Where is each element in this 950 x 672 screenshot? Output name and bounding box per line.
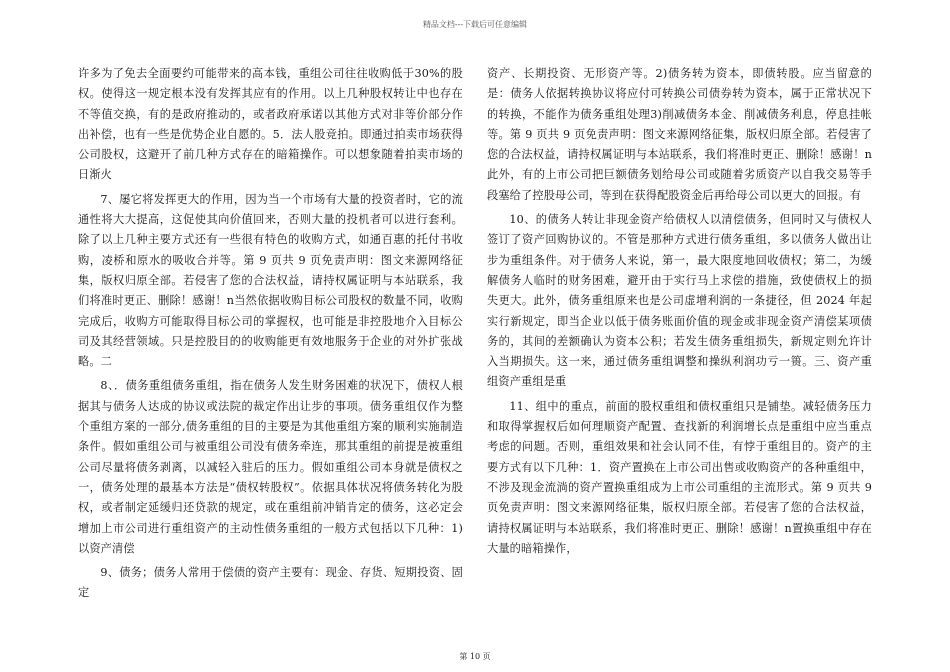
right-column xyxy=(487,64,872,559)
paragraph: 8、．债务重组债务重组，指在债务人发生财务困难的状况下，债权人根据其与债务人达成的协议或法院的裁定作出让步的事项。债务重组仅作为整个重组方案的一部分,债务重组的目的主要是为其他重组方案的顺利实施制造条件。假如重组公司与被重组公司没有债务牵连，那其重组的前提是被重组公司尽量将债务剥离，以减轻入驻后的压力。假如重组公司本身就是债权之一，债务处理的最基本方法是“债权转股权”。依据具体状况将债务转化为股权，或者制定延缓归还贷款的规定，或在重组前冲销肯定的债务，这必定会增加上市公司进行重组资产的主动性债务重组的一般方式包括以下几种：1)以资产清偿 xyxy=(78,379,463,555)
paragraph: 10、的债务人转让非现金资产给债权人以清偿债务，但同时又与债权人签订了资产回购协议的。不管是那种方式进行债务重组，多以债务人做出让步为重组条件。对于债务人来说，第一，最大限度地回收债权；第二，为缓解债务人临时的财务困难，避开由于实行马上求偿的措施，致使债权上的损失更大。此外，债务重组原来也是公司虚增利润的一条捷径，但 2024 年起实行新规定，即当企业以低于债务账面价值的现金或非现金资产清偿某项债务的，其间的差额确认为资本公积；若发生债务重组损失，新规定则允许计入当期损失。这一来，通过债务重组调整和操纵利润功亏一篑。三、资产重组资产重组是重 xyxy=(487,213,872,389)
left-column xyxy=(78,64,463,604)
page-header: 精品文档---下载后可任意编辑 xyxy=(422,20,528,29)
page-number: 第 10 页 xyxy=(459,652,491,661)
paragraph: 11、组中的重点，前面的股权重组和债权重组只是铺垫。减轻债务压力和取得掌握权后如何理顺资产配置、查找新的利润增长点是重组中应当重点考虑的问题。否则，重组效果和社会认同不佳，有悖于重组目的。资产的主要方式有以下几种：1．资产置换在上市公司出售或收购资产的各种重组中，不涉及现金流淌的资产置换重组成为上市公司重组的主流形式。第 9 页共 9 页免责声明：图文来源网络征集，版权归原全部。若侵害了您的合法权益，请持权属证明与本站联系，我们将准时更正、删除！感谢！n置换重组中存在大量的暗箱操作， xyxy=(487,399,872,555)
paragraph: 许多为了免去全面要约可能带来的高本钱，重组公司往往收购低于30%的股权。使得这一规定根本没有发挥其应有的作用。以上几种股权转让中也存在不等值交换，有的是政府推动的，或者政府承诺以其他方式对非等价部分作出补偿，也有一些是优势企业自愿的。5．法人股竞拍。即通过拍卖市场获得公司股权，这避开了前几种方式存在的暗箱操作。可以想象随着拍卖市场的日渐火 xyxy=(78,67,463,182)
paragraph: 资产、长期投资、无形资产等。2)债务转为资本，即债转股。应当留意的是：债务人依据转换协议将应付可转换公司债券转为资本，属于正常状况下的转换，不能作为债务重组处理3)削减债务本金、削减债务利息，停息挂帐等。第 9 页共 9 页免责声明：图文来源网络征集，版权归原全部。若侵害了您的合法权益，请持权属证明与本站联系，我们将准时更正、删除！感谢！n此外，有的上市公司把巨额债务划给母公司或随着劣质资产以自我交易等手段塞给了控股母公司，等到在获得配股资金后再给母公司以更大的回报。有 xyxy=(487,67,872,202)
paragraph: 7、屡它将发挥更大的作用，因为当一个市场有大量的投资者时，它的流通性将大大提高，这促使其向价值回来，否则大量的投机者可以进行套利。除了以上几种主要方式还有一些很有特色的收购方式，如通百惠的托付书收购，凌桥和原水的吸收合并等。第 9 页共 9 页免责声明：图文来源网络征集，版权归原全部。若侵害了您的合法权益，请持权属证明与本站联系，我们将准时更正、删除！感谢！n当然依据收购目标公司股权的数量不同，收购完成后，收购方可能取得目标公司的掌握权，也可能是非控股地介入目标公司及其经营领域。只是控股目的的收购能更有效地服务于企业的对外扩张战略。二 xyxy=(78,192,463,369)
paragraph: 9、债务；债务人常用于偿债的资产主要有：现金、存货、短期投资、固定 xyxy=(78,566,463,600)
